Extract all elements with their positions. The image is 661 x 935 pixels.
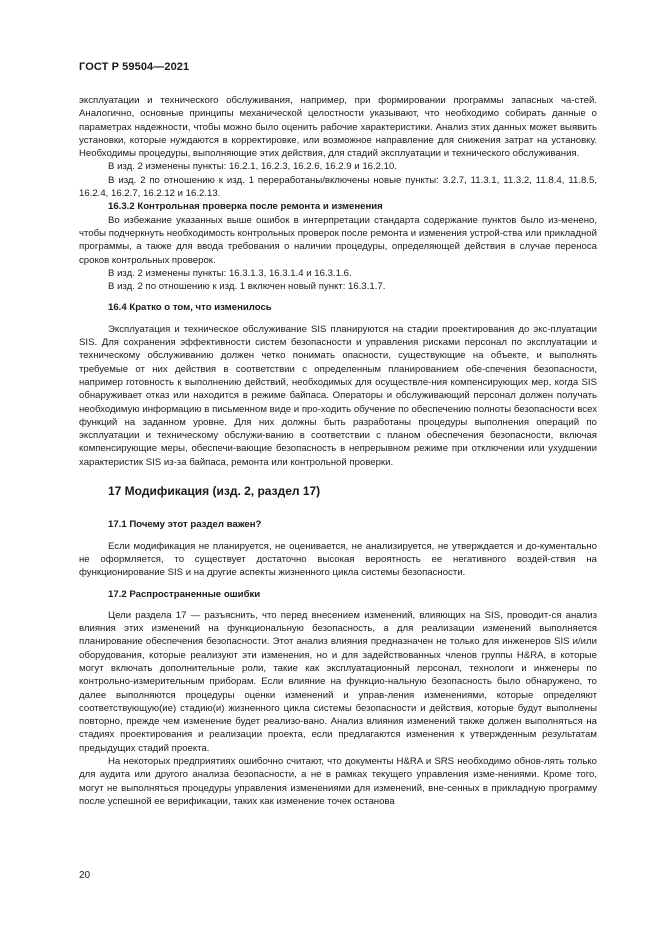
page-number: 20 — [79, 870, 91, 881]
paragraph-continuation: эксплуатации и технического обслуживания, например, при формировании программы запасных ча-стей. Аналогично, основные принципы механической целостности указывают, что необходимо собирать данные о параметрах надежности, чтобы можно было оценить рабочие характеристики. Анализ этих данных может выявить установки, которые нуждаются в корректировке, или возможное направление для снижения затрат на установку. Необходимы процедуры, выполняющие этих действия, для стадий эксплуатации и технического обслуживания. — [79, 95, 597, 160]
subsection-heading-16-3-2: 16.3.2 Контрольная проверка после ремонта и изменения — [108, 201, 383, 213]
paragraph-changes-note: В изд. 2 по отношению к изд. 1 переработаны/включены новые пункты: 3.2.7, 11.3.1, 11.3.2, 11.8.4, 11.8.5, 16.2.4, 16.2.7, 16.2.12 и 16.2.13. — [79, 174, 597, 200]
paragraph-changes-note: В изд. 2 изменены пункты: 16.2.1, 16.2.3, 16.2.6, 16.2.9 и 16.2.10. — [108, 161, 397, 173]
document-body — [79, 94, 597, 808]
paragraph: Цели раздела 17 — разъяснить, что перед внесением изменений, влияющих на SIS, проводит-ся анализ влияния этих изменений на функциональную безопасность, а для реализации изменений выполняется планирование обеспечения безопасности. Этот анализ влияния предназначен не только для инженеров SIS и/или оборудования, которые реализуют эти изменения, но и для задействованных членов группы H&RA, в которые могут включать дополнительные роли, такие как эксплуатационный персонал, технологи и инженеры по контрольно-измерительным приборам. Если влияние на функцио-нальную безопасность было обнаружено, то далее выполняются процедуры оценки изменений и управ-ления изменениями, которые определяют соответствующую(ие) стадию(и) жизненного цикла системы безопасности и действия, которые будут выполнены повторно, прежде чем изменение будет реализо-вано. Анализ влияния изменений также должен выполняться на стадиях проектирования и реализации проекта, если предлагаются изменения к утвержденным результатам предыдущих стадий проекта. — [79, 609, 597, 754]
paragraph: Эксплуатация и техническое обслуживание SIS планируются на стадии проектирования до экс-плуатации SIS. Для сохранения эффективности систем безопасности и управления рисками персонал по эксплуатации и техническому обслуживанию должен четко понимать опасности, существующие на объекте, и выполнять требуемые от них действия в соответствии с определенным планированием обе-спечения безопасности, например готовность к выполнению действий, необходимых для осуществле-ния компенсирующих мер, когда SIS обнаруживает отказ или находится в режиме байпаса. Операторы и обслуживающий персонал должен получать необходимую информацию в письменном виде и про-ходить обучение по обеспечению полноты безопасности всех функций на заданном уровне. Для них должны быть разработаны процедуры выполнения операций по эксплуатации и техническому обслужи-ванию в соответствии с планом обеспечения безопасности, включая компенсирующие меры, обеспечи-вающие безопасность в непрерывном режиме при отключении или ухудшении характеристик SIS из-за байпаса, ремонта или контрольной проверки. — [79, 323, 597, 468]
section-heading-17-2: 17.2 Распространенные ошибки — [108, 588, 261, 600]
paragraph-changes-note: В изд. 2 изменены пункты: 16.3.1.3, 16.3.1.4 и 16.3.1.6. — [108, 267, 352, 279]
paragraph: Во избежание указанных выше ошибок в интерпретации стандарта содержание пунктов было из-менено, чтобы подчеркнуть необходимость контрольных проверок после ремонта и изменения устрой-ства или прикладной программы, а также для ввода требования о наличии процедуры, определяющей действия в случае переноса сроков контрольных проверок. — [79, 214, 597, 266]
section-heading-16-4: 16.4 Кратко о том, что изменилось — [108, 302, 272, 314]
standard-designation: ГОСТ Р 59504—2021 — [79, 61, 190, 73]
chapter-heading-17: 17 Модификация (изд. 2, раздел 17) — [108, 484, 321, 499]
section-heading-17-1: 17.1 Почему этот раздел важен? — [108, 519, 262, 531]
paragraph: Если модификация не планируется, не оценивается, не анализируется, не утверждается и до-кументально не оформляется, то существует достаточно высокая вероятность ее негативного воздей-ствия на функционирование SIS и на другие аспекты жизненного цикла системы безопасности. — [79, 540, 597, 579]
paragraph: На некоторых предприятиях ошибочно считают, что документы H&RA и SRS необходимо обнов-лять только для аудита или другого анализа безопасности, а не в рамках текущего управления изме-нениями. Кроме того, могут не выполняться процедуры управления изменениями для изменений, вне-сенных в прикладную программу после успешной ее верификации, таких как изменение точек останова — [79, 756, 597, 807]
paragraph-changes-note: В изд. 2 по отношению к изд. 1 включен новый пункт: 16.3.1.7. — [108, 281, 386, 293]
